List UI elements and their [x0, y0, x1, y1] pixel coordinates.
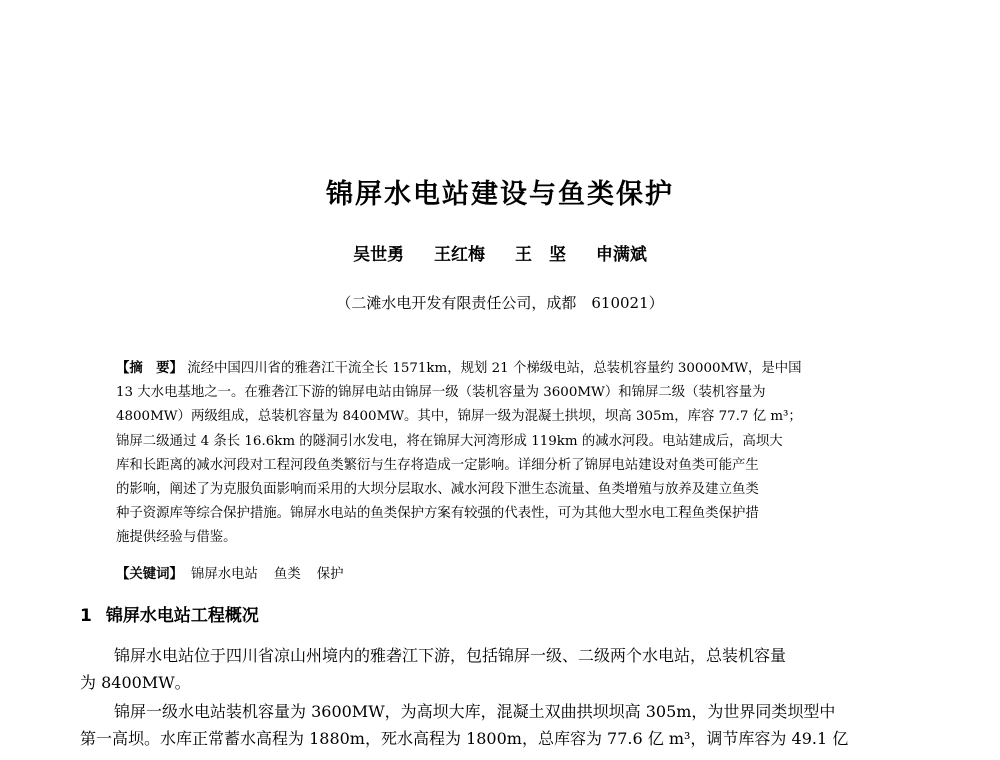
- paragraph-line: 第一高坝。水库正常蓄水高程为 1880m，死水高程为 1800m，总库容为 77.6 亿 m³，调节库容为 49.1 亿: [80, 729, 849, 748]
- body-paragraph: [80, 698, 900, 752]
- section-title: 锦屏水电站工程概况: [105, 606, 259, 626]
- author: 吴世勇: [353, 245, 405, 265]
- keywords-label: 【关键词】: [116, 566, 183, 582]
- keyword: 锦屏水电站: [190, 567, 258, 582]
- abstract-line: [116, 356, 886, 381]
- author-list: [0, 240, 1000, 265]
- paragraph-line: 锦屏水电站位于四川省凉山州境内的雅砻江下游，包括锦屏一级、二级两个水电站，总装机容量: [114, 646, 787, 665]
- abstract-line: 库和长距离的减水河段对工程河段鱼类繁衍与生存将造成一定影响。详细分析了锦屏电站建设对鱼类可能产生: [116, 457, 759, 473]
- keyword: 保护: [316, 567, 344, 582]
- paragraph-line: 锦屏一级水电站装机容量为 3600MW，为高坝大库，混凝土双曲拱坝坝高 305m，为世界同类坝型中: [114, 702, 836, 721]
- abstract-label: 【摘 要】: [116, 360, 183, 376]
- abstract-line: 施提供经验与借鉴。: [116, 530, 237, 546]
- abstract: [116, 356, 886, 551]
- paragraph-line: 为 8400MW。: [80, 673, 191, 692]
- paper-title: 锦屏水电站建设与鱼类保护: [326, 179, 674, 210]
- keyword: 鱼类: [273, 567, 301, 582]
- abstract-line: 13 大水电基地之一。在雅砻江下游的锦屏电站由锦屏一级（装机容量为 3600MW）和锦屏二级（装机容量为: [116, 385, 766, 401]
- author: 王红梅: [434, 245, 486, 265]
- abstract-line: 种子资源库等综合保护措施。锦屏水电站的鱼类保护方案有较强的代表性，可为其他大型水电工程鱼类保护措: [116, 506, 759, 522]
- section-number: 1: [80, 606, 92, 626]
- abstract-line: 的影响，阐述了为克服负面影响而采用的大坝分层取水、减水河段下泄生态流量、鱼类增殖与放养及建立鱼类: [116, 482, 759, 498]
- affiliation: （二滩水电开发有限责任公司，成都 610021）: [336, 294, 664, 312]
- body-paragraph: [80, 642, 900, 696]
- author: 申满斌: [595, 245, 647, 265]
- abstract-line: 4800MW）两级组成，总装机容量为 8400MW。其中，锦屏一级为混凝土拱坝，坝高 305m，库容 77.7 亿 m³；: [116, 409, 802, 425]
- keywords: [116, 563, 359, 582]
- abstract-text: 流经中国四川省的雅砻江干流全长 1571km，规划 21 个梯级电站，总装机容量约 30000MW，是中国: [187, 361, 802, 376]
- section-heading: [80, 601, 259, 626]
- author: 王 坚: [514, 245, 566, 265]
- abstract-line: 锦屏二级通过 4 条长 16.6km 的隧洞引水发电，将在锦屏大河湾形成 119km 的减水河段。电站建成后，高坝大: [116, 433, 783, 449]
